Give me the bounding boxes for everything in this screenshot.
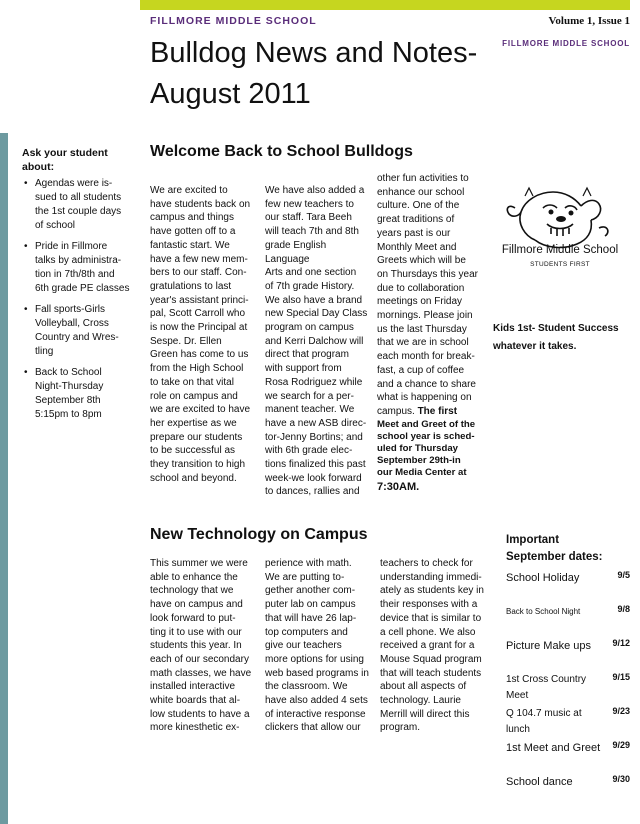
list-item <box>22 240 132 296</box>
text-line-bold: September 29th-in <box>377 455 461 467</box>
text-line: prepare our students <box>150 431 243 443</box>
text-line: of interactive response <box>265 708 366 720</box>
date-value: 9/8 <box>617 604 630 614</box>
text-line: new Special Day Class <box>265 308 368 320</box>
text-line: manent teacher. We <box>265 404 355 416</box>
text-line: This summer we were <box>150 558 248 569</box>
text-line: to be successful as <box>150 445 236 457</box>
welcome-heading: Welcome Back to School Bulldogs <box>150 143 413 160</box>
date-value: 9/30 <box>612 774 630 784</box>
text-line: Greets which will be <box>377 255 466 267</box>
logo-motto: STUDENTS FIRST <box>530 261 590 268</box>
text-line: give our teachers <box>265 640 342 652</box>
text-span: campus. <box>377 405 418 417</box>
tagline <box>493 320 633 356</box>
sidebar-heading-line-2: about: <box>22 161 55 173</box>
text-line: will teach 7th and 8th <box>265 226 359 238</box>
text-line: Arts and one section <box>265 267 357 279</box>
text-line: tions finalized this past <box>265 459 366 471</box>
list-item-line: September 8th <box>35 395 101 406</box>
text-line: We are excited to <box>150 185 228 196</box>
text-line: our staff. Tara Beeh <box>265 212 352 224</box>
text-line: program. <box>380 722 421 734</box>
text-line: year's assistant princi- <box>150 294 249 306</box>
technology-column-1 <box>150 557 260 735</box>
list-item <box>22 303 132 359</box>
technology-heading: New Technology on Campus <box>150 526 368 543</box>
text-line: have a few new mem- <box>150 253 248 265</box>
header-accent-bar <box>140 0 630 10</box>
text-line <box>377 405 485 419</box>
text-line: role on campus and <box>150 390 238 402</box>
list-item <box>22 366 132 422</box>
tagline-line-1: Kids 1st- Student Success <box>493 323 619 334</box>
text-line-bold: Meet and Greet of the <box>377 418 476 430</box>
date-value: 9/29 <box>612 740 630 750</box>
text-line-bold: 7:30AM. <box>377 480 420 493</box>
text-line: each of our secondary <box>150 653 249 665</box>
dates-heading-line-1: Important <box>506 534 560 546</box>
text-line: fantastic start. We <box>150 239 230 251</box>
date-event: School Holiday <box>506 572 580 584</box>
text-line: fast, a cup of coffee <box>377 364 465 376</box>
text-line: understanding immedi- <box>380 571 482 583</box>
date-event: 1st Meet and Greet <box>506 742 601 754</box>
text-line: of 7th grade History. <box>265 280 355 292</box>
text-line: campus and things <box>150 212 234 224</box>
technology-column-3 <box>380 557 492 735</box>
text-line: gratulations to last <box>150 280 232 292</box>
text-line: they transition to high <box>150 459 246 471</box>
date-event: Back to School Night <box>506 607 581 616</box>
text-line: to dances, rallies and <box>265 486 360 498</box>
list-item-line: tion in 7th/8th and <box>35 269 115 280</box>
list-item-line: Night-Thursday <box>35 381 104 392</box>
text-line: have on campus and <box>150 599 243 611</box>
text-span-bold: The first <box>417 405 458 417</box>
list-item-line: of school <box>35 220 76 231</box>
text-line: We have also added a <box>265 185 365 196</box>
welcome-column-2 <box>265 184 371 499</box>
text-line: culture. One of the <box>377 200 460 212</box>
text-line: have a new ASB direc- <box>265 417 367 429</box>
sidebar-ask-your-student <box>22 146 132 429</box>
text-line: enhance our school <box>377 186 465 198</box>
text-line: program on campus <box>265 322 354 334</box>
text-line: due to collaboration <box>377 282 465 294</box>
bullet-icon: • <box>24 178 28 189</box>
text-line: technology. Laurie <box>380 695 461 707</box>
text-line: top computers and <box>265 626 348 638</box>
text-line: and Kerri Dalchow will <box>265 335 364 347</box>
date-event: Q 104.7 music at lunch <box>506 708 582 735</box>
date-value: 9/12 <box>612 638 630 648</box>
list-item-line: Pride in Fillmore <box>35 241 108 252</box>
bullet-icon: • <box>24 241 28 252</box>
list-item-line: sued to all students <box>35 192 122 203</box>
text-line: received a grant for a <box>380 640 475 652</box>
sidebar-heading <box>22 146 132 174</box>
text-line: week-we look forward <box>265 472 362 484</box>
text-line: Monthly Meet and <box>377 241 457 253</box>
text-line: technology that we <box>150 585 234 597</box>
text-line: more options for using <box>265 653 364 665</box>
text-line: we are excited to have <box>150 404 251 416</box>
text-line: students this year. In <box>150 640 242 652</box>
date-value: 9/5 <box>617 570 630 580</box>
text-line: We are putting to- <box>265 571 345 583</box>
welcome-column-3 <box>377 172 485 495</box>
text-line: bers to our staff. Con- <box>150 267 247 279</box>
list-item-line: Country and Wres- <box>35 332 119 343</box>
bulldog-mascot-icon <box>495 178 625 273</box>
sidebar-heading-line-1: Ask your student <box>22 147 108 159</box>
list-item-line: 6th grade PE classes <box>35 283 130 294</box>
text-line: we search for a per- <box>265 390 354 402</box>
list-item-line: tling <box>35 346 54 357</box>
text-line: that we are in school <box>377 337 469 349</box>
text-line: a cell phone. We also <box>380 626 476 638</box>
text-line: the classroom. We <box>265 681 348 693</box>
text-line: tor-Jenny Bortins; and <box>265 431 363 443</box>
text-line: ting it to use with our <box>150 626 242 638</box>
date-event: Picture Make ups <box>506 640 591 652</box>
date-event: 1st Cross Country Meet <box>506 674 587 701</box>
text-line: white boards that al- <box>150 695 241 707</box>
text-line: school and beyond. <box>150 472 237 484</box>
text-line: about all aspects of <box>380 681 467 693</box>
list-item-line: Fall sports-Girls <box>35 304 106 315</box>
welcome-column-1 <box>150 184 256 485</box>
text-line: and a chance to share <box>377 378 476 390</box>
logo-school-name: Fillmore Middle School <box>501 244 619 256</box>
technology-column-2 <box>265 557 375 735</box>
list-item-line: talks by administra- <box>35 255 122 266</box>
list-item-line: Agendas were is- <box>35 178 113 189</box>
text-line-bold: our Media Center at <box>377 467 467 479</box>
bullet-icon: • <box>24 367 28 378</box>
text-line: meetings on Friday <box>377 296 463 308</box>
dates-heading <box>506 532 626 566</box>
text-line: mornings. Please join <box>377 310 473 322</box>
text-line: teachers to check for <box>380 558 473 569</box>
text-line: to take on that vital <box>150 376 234 388</box>
text-line: their responses with a <box>380 599 478 611</box>
list-item-line: Volleyball, Cross <box>35 318 109 329</box>
text-line: grade English Language <box>265 239 327 265</box>
text-line: ately as students key in <box>380 585 484 597</box>
text-line: on Thursdays this year <box>377 268 478 280</box>
text-line: device that is similar to <box>380 612 482 624</box>
list-item-line: Back to School <box>35 367 102 378</box>
text-line: perience with math. <box>265 558 352 569</box>
text-line-bold: uled for Thursday <box>377 443 459 455</box>
text-line: her expertise as we <box>150 417 237 429</box>
text-line: have students back on <box>150 198 251 210</box>
header-school-name-right: FILLMORE MIDDLE SCHOOL <box>502 39 630 48</box>
text-line: have also added 4 sets <box>265 695 368 707</box>
text-line: web based programs in <box>265 667 369 679</box>
text-line: direct that program <box>265 349 349 361</box>
text-line: Mouse Squad program <box>380 653 482 665</box>
text-line: more kinesthetic ex- <box>150 722 240 734</box>
list-item-line: 5:15pm to 8pm <box>35 409 102 420</box>
date-event: School dance <box>506 776 573 788</box>
text-line: look forward to put- <box>150 612 236 624</box>
date-value: 9/23 <box>612 706 630 716</box>
sidebar-accent-bar <box>0 133 8 824</box>
tagline-line-2: whatever it takes. <box>493 341 577 352</box>
text-line: each month for break- <box>377 351 475 363</box>
text-line: what is happening on <box>377 392 472 404</box>
text-line: is now the Principal at <box>150 322 248 334</box>
text-line: that will teach students <box>380 667 482 679</box>
header-school-name: FILLMORE MIDDLE SCHOOL <box>150 15 317 27</box>
text-line: puter lab on campus <box>265 599 356 611</box>
text-line: low students to have a <box>150 708 250 720</box>
text-line: us the last Thursday <box>377 323 467 335</box>
text-line: We also have a brand <box>265 294 363 306</box>
text-line: have gotten off to a <box>150 226 236 238</box>
title-line-1: Bulldog News and Notes- <box>150 37 478 69</box>
text-line: math classes, we have <box>150 667 252 679</box>
text-line: that will have 26 lap- <box>265 612 357 624</box>
text-line: years past is our <box>377 227 451 239</box>
text-line-bold: school year is sched- <box>377 430 475 442</box>
text-line: with support from <box>265 363 342 375</box>
list-item-line: the 1st couple days <box>35 206 122 217</box>
text-line: installed interactive <box>150 681 236 693</box>
title-line-2: August 2011 <box>150 78 311 110</box>
list-item <box>22 177 132 233</box>
issue-volume: Volume 1, Issue 1 <box>548 15 630 27</box>
newsletter-title <box>150 33 480 115</box>
date-value: 9/15 <box>612 672 630 682</box>
text-line: from the High School <box>150 363 244 375</box>
text-line: gether another com- <box>265 585 356 597</box>
sidebar-list <box>22 177 132 422</box>
text-line: few new teachers to <box>265 198 354 210</box>
text-line: great traditions of <box>377 214 455 226</box>
text-line: with 6th grade elec- <box>265 445 353 457</box>
text-line: clickers that allow our <box>265 722 361 734</box>
text-line: able to enhance the <box>150 571 238 583</box>
bullet-icon: • <box>24 304 28 315</box>
text-line: Rosa Rodriguez while <box>265 376 363 388</box>
text-line: Sespe. Dr. Ellen <box>150 335 222 347</box>
text-line: Merrill will direct this <box>380 708 470 720</box>
text-line: other fun activities to <box>377 173 469 184</box>
dates-heading-line-2: September dates: <box>506 551 603 563</box>
text-line: Green has come to us <box>150 349 249 361</box>
text-line: pal, Scott Carroll who <box>150 308 246 320</box>
